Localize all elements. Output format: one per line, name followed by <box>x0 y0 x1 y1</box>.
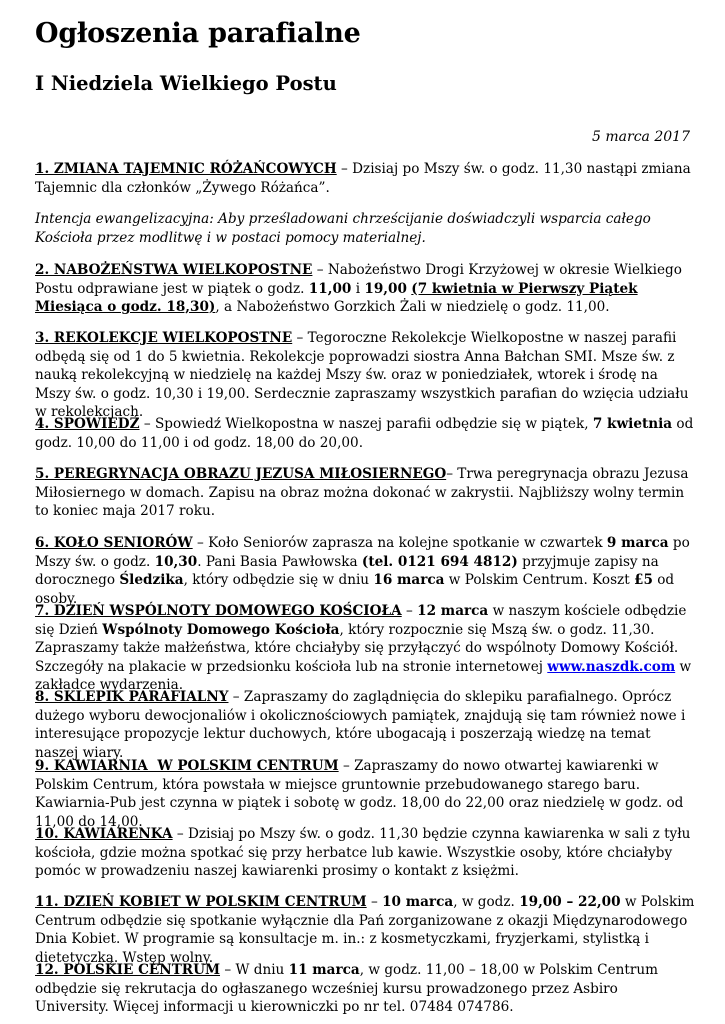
bold-text: 16 marca <box>373 572 445 588</box>
announcement-text: – Dzisiaj po Mszy św. o godz. 11,30 nastąpi zmiana Tajemnic dla członków „Żywego Różańca”. <box>35 161 691 196</box>
announcement-11 <box>35 893 695 967</box>
announcement-10 <box>35 825 695 881</box>
announcement-8 <box>35 688 695 762</box>
announcement-text: – Trwa peregrynacja obrazu Jezusa Miłosiernego w domach. Zapisu na obraz można dokonać w zakrystii. Najbliższy wolny termin to koniec maja 2017 roku. <box>35 466 689 519</box>
announcement-text: , w godz. 11,00 – 18,00 w Polskim Centrum odbędzie się rekrutacja do ogłaszanego wcześniej kursu prowadzonego przez Asbiro University. Więcej informacji u kierowniczki po nr tel. 07484 074786. <box>35 962 658 1015</box>
announcement-text: – Zapraszamy do nowo otwartej kawiarenki w Polskim Centrum, która powstała w miejsce gruntownie przebudowanego starego baru. Kawiarnia-Pub jest czynna w piątek i sobotę w godz. 18,00 do 22,00 oraz niedzielę w godz. od 11,00 do 14,00. <box>35 758 684 830</box>
announcement-heading: 7. DZIEŃ WSPÓLNOTY DOMOWEGO KOŚCIOŁA <box>35 603 402 619</box>
announcement-12 <box>35 961 695 1017</box>
announcement-text: i <box>351 280 365 297</box>
announcement-1 <box>35 160 695 197</box>
page-subtitle: I Niedziela Wielkiego Postu <box>35 72 337 95</box>
announcement-text: – Nabożeństwo Drogi Krzyżowej w okresie Wielkiego Postu odprawiane jest w piątek o godz. <box>35 262 682 297</box>
bold-text: (tel. 0121 694 4812) <box>361 553 518 570</box>
document-date: 5 marca 2017 <box>592 129 690 145</box>
announcement-text: – W dniu <box>220 962 289 978</box>
bold-text: 19,00 – 22,00 <box>519 894 621 910</box>
announcement-text: w Polskim Centrum. Koszt <box>444 572 634 588</box>
bold-text: 11 marca <box>288 962 360 978</box>
announcement-heading: 10. KAWIARENKA <box>35 826 173 842</box>
announcement-heading: 1. ZMIANA TAJEMNIC RÓŻAŃCOWYCH <box>35 161 337 177</box>
announcement-7 <box>35 602 695 695</box>
bold-text: 19,00 <box>364 280 407 297</box>
announcement-text: po Mszy św. o godz. <box>35 535 690 570</box>
website-link[interactable]: www.naszdk.com <box>547 658 676 675</box>
prayer-intention <box>35 210 695 247</box>
announcement-heading: 12. POLSKIE CENTRUM <box>35 962 221 978</box>
announcement-heading: 11. DZIEŃ KOBIET W POLSKIM CENTRUM <box>35 894 367 910</box>
bold-text: Wspólnoty Domowego Kościoła <box>102 621 340 638</box>
announcement-text: , a Nabożeństwo Gorzkich Żali w niedzielę o godz. 11,00. <box>215 299 610 315</box>
announcement-text: – Tegoroczne Rekolekcje Wielkopostne w naszej parafii odbędą się od 1 do 5 kwietnia. Rekolekcje poprowadzi siostra Anna Bałchan SMI. Msze św. z nauką rekolekcyjną w niedzielę na każdej Mszy św. oraz w poniedziałek, wtorek i środę na Mszy św. o godz. 10,30 i 19,00. Serdecznie zapraszamy wszystkich parafian do wzięcia udziału w rekolekcjach. <box>35 330 689 420</box>
announcement-text: , który odbędzie się w dniu <box>183 572 374 588</box>
announcement-heading: 4. SPOWIEDŹ <box>35 416 140 432</box>
announcement-text: w naszym kościele odbędzie się Dzień <box>35 603 687 638</box>
bold-text: £5 <box>634 572 653 588</box>
announcement-heading: 5. PEREGRYNACJA OBRAZU JEZUSA MIŁOSIERNEGO <box>35 466 447 482</box>
bold-text: 7 kwietnia <box>592 416 673 432</box>
bold-text: 9 marca <box>606 535 669 551</box>
announcement-text: przyjmuje zapisy na dorocznego <box>35 553 659 588</box>
announcement-9 <box>35 757 695 831</box>
announcement-text: , w godz. <box>453 894 520 910</box>
announcement-text: od osoby. <box>35 572 675 607</box>
announcement-text: od godz. 10,00 do 11,00 i od godz. 18,00 do 20,00. <box>35 416 694 451</box>
announcement-2 <box>35 261 695 317</box>
announcement-text: – Dzisiaj po Mszy św. o godz. 11,30 będzie czynna kawiarenka w sali z tyłu kościoła, gdzie można spotkać się przy herbatce lub kawie. Wszystkie osoby, które chciałyby pomóc w prowadzeniu naszej kawiarenki prosimy o kontakt z księżmi. <box>35 826 691 879</box>
bold-text: 12 marca <box>417 603 489 619</box>
announcement-heading: 2. NABOŻEŃSTWA WIELKOPOSTNE <box>35 262 313 278</box>
announcement-heading: 6. KOŁO SENIORÓW <box>35 535 193 551</box>
page-title: Ogłoszenia parafialne <box>35 18 361 49</box>
announcement-text: . Pani Basia Pawłowska <box>197 553 362 570</box>
announcement-heading: 8. SKLEPIK PARAFIALNY <box>35 689 229 705</box>
announcement-text: w Polskim Centrum odbędzie się spotkanie wyłącznie dla Pań zorganizowane z okazji Międzynarodowego Dnia Kobiet. W programie są konsultacje m. in.: z kosmetyczkami, fryzjerkami, stylistką i dietetyczką. Wstęp wolny. <box>35 894 695 966</box>
announcement-3 <box>35 329 695 422</box>
bold-text: 10 marca <box>382 894 454 910</box>
announcement-text: , który rozpocznie się Mszą św. o godz. 11,30. Zapraszamy także małżeństwa, które chciałyby się przyłączyć do wspólnoty Domowy Kościół. Szczegóły na plakacie w przedsionku kościoła lub na stronie internetowej <box>35 621 679 675</box>
bold-text: 11,00 <box>308 280 352 297</box>
announcement-text: – <box>366 894 383 910</box>
announcement-text: – Zapraszamy do zaglądnięcia do sklepiku parafialnego. Oprócz dużego wyboru dewocjonaliów i okolicznościowych pamiątek, znajdują się tam również nowe i interesujące propozycje lektur duchowych, które ubogacają i poszerzają wiedzę na temat naszej wiary. <box>35 689 686 761</box>
bold-text: 10,30 <box>154 553 198 570</box>
intention-text: Intencja ewangelizacyjna: Aby prześladowani chrześcijanie doświadczyli wsparcia całego Kościoła przez modlitwę i w postaci pomocy materialnej. <box>35 211 651 246</box>
announcement-5 <box>35 465 695 521</box>
announcement-text: – <box>401 603 418 619</box>
announcement-heading: 3. REKOLEKCJE WIELKOPOSTNE <box>35 330 293 346</box>
announcement-text: – Spowiedź Wielkopostna w naszej parafii odbędzie się w piątek, <box>139 416 593 432</box>
bold-text: Śledzika <box>119 572 184 588</box>
announcement-text: – Koło Seniorów zaprasza na kolejne spotkanie w czwartek <box>192 535 607 551</box>
announcement-heading: 9. KAWIARNIA W POLSKIM CENTRUM <box>35 758 339 774</box>
bold-underlined-text: (7 kwietnia w Pierwszy Piątek Miesiąca o godz. 18,30) <box>35 280 638 315</box>
announcement-4 <box>35 415 695 452</box>
announcement-6 <box>35 534 695 608</box>
announcement-text: w zakładce wydarzenia. <box>35 658 692 693</box>
